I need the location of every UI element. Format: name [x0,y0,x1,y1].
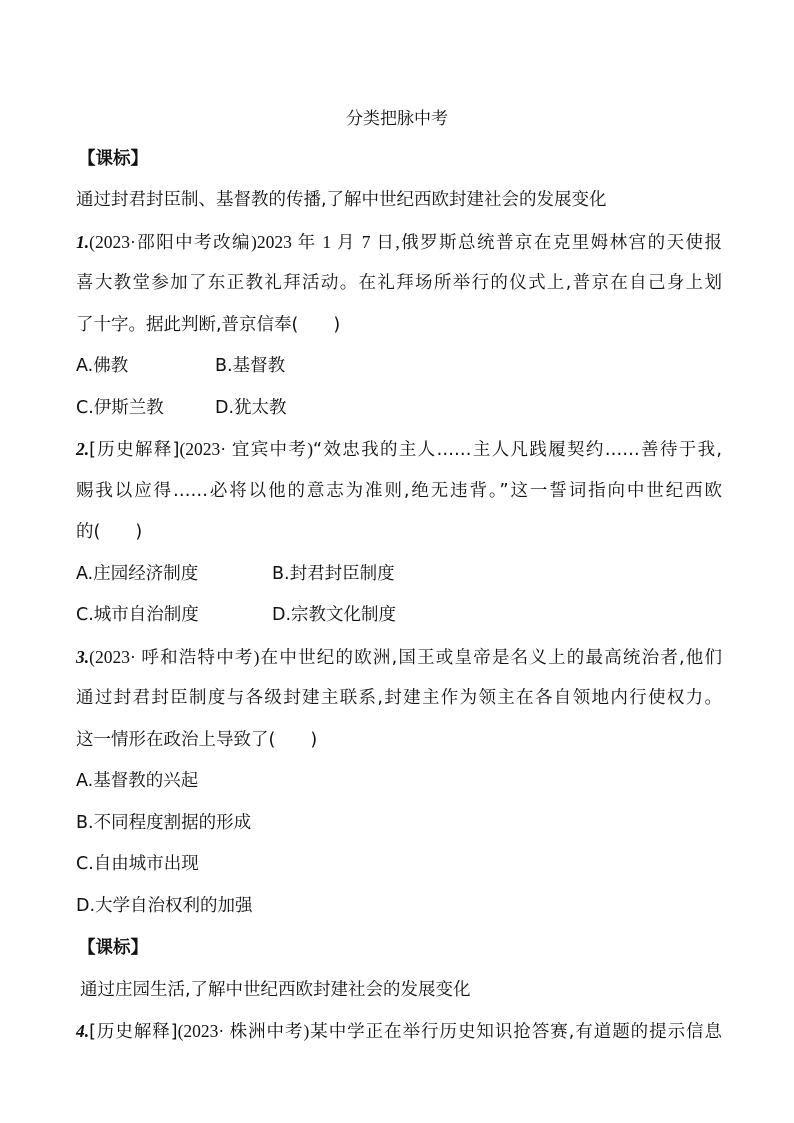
question-text: “效忠我的主人……主人凡践履契约……善待于我, [313,440,722,460]
question-1-line-1 [76,230,722,255]
question-4-line-1 [76,1019,722,1044]
question-text: 2023 年 1 月 7 日,俄罗斯总统普京在克里姆林宫的天使报 [256,232,722,252]
section-label: 【课标】 [78,938,148,958]
question-source: (2023· 宜宾中考) [179,439,314,459]
curriculum-standard: 通过封君封臣制、基督教的传播,了解中世纪西欧封建社会的发展变化 [76,190,607,210]
curriculum-standard: 通过庄园生活,了解中世纪西欧封建社会的发展变化 [80,980,471,1000]
page-title: 分类把脉中考 [346,109,448,129]
option-d: D.犹太教 [215,398,287,418]
option-b: B.基督教 [215,356,286,376]
question-source: (2023· 呼和浩特中考) [89,647,260,667]
option-c: C.伊斯兰教 [76,398,164,418]
question-2-line-3: 的( ) [76,522,143,542]
option-d: D.大学自治权利的加强 [76,896,253,916]
question-2-line-1 [76,437,722,462]
question-text: 某中学正在举行历史知识抢答赛,有道题的提示信息 [309,1022,723,1042]
option-a: A.佛教 [76,356,129,376]
question-tag: [历史解释] [89,1022,178,1042]
option-b: B.封君封臣制度 [272,564,395,584]
option-b: B.不同程度割据的形成 [76,813,252,833]
question-source: (2023·邵阳中考改编) [89,232,257,252]
option-a: A.庄园经济制度 [76,564,199,584]
option-a: A.基督教的兴起 [76,771,199,791]
question-source: (2023· 株洲中考) [177,1021,310,1041]
question-tag: [历史解释] [89,440,180,460]
question-3-line-2: 通过封君封臣制度与各级封建主联系,封建主作为领主在各自领地内行使权力。 [76,688,722,708]
question-3-line-1 [76,645,722,670]
option-c: C.自由城市出现 [76,854,199,874]
question-2-line-2: 赐我以应得……必将以他的意志为准则,绝无违背。”这一誓词指向中世纪西欧 [76,481,722,501]
question-3-line-3: 这一情形在政治上导致了( ) [76,730,318,750]
question-1-line-2: 喜大教堂参加了东正教礼拜活动。在礼拜场所举行的仪式上,普京在自己身上划 [76,273,722,293]
question-1-line-3: 了十字。据此判断,普京信奉( ) [76,315,341,335]
question-number: 4. [76,1021,90,1041]
option-c: C.城市自治制度 [76,605,199,625]
question-number: 3. [76,647,90,667]
option-d: D.宗教文化制度 [272,605,397,625]
section-label: 【课标】 [78,149,148,169]
question-number: 1. [76,232,90,252]
question-number: 2. [76,439,90,459]
question-text: 在中世纪的欧洲,国王或皇帝是名义上的最高统治者,他们 [259,648,723,668]
